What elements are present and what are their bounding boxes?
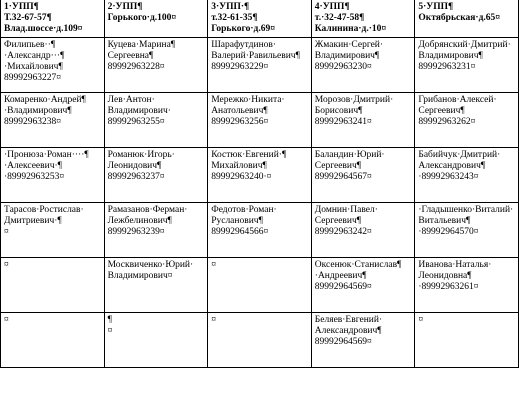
table-cell	[104, 203, 208, 258]
table-row	[1, 38, 519, 93]
table-cell	[104, 258, 208, 313]
table-cell-line: Беляев·Евгений·	[314, 315, 383, 325]
table-cell-line: ·Алексеевич·¶	[4, 161, 62, 171]
header-cell-line: Октябрьская·д.65¤	[418, 13, 501, 23]
table-cell	[104, 148, 208, 203]
table-cell-line: Валерий·Равильевич¶	[211, 51, 300, 61]
table-cell	[415, 203, 519, 258]
table-cell-line: 89992963231¤	[418, 62, 476, 72]
table-cell-line: 89992963229¤	[211, 62, 269, 72]
table-cell-line: 89992963239¤	[107, 227, 165, 237]
table-cell	[311, 148, 415, 203]
table-cell	[104, 313, 208, 368]
table-cell-line: 89992963241¤	[314, 117, 372, 127]
table-cell-line: 89992963240·¤	[211, 172, 272, 182]
table-cell-line: Лев·Антон·	[107, 95, 155, 105]
header-cell-line: Горького·д.69¤	[211, 24, 275, 34]
table-cell-line: Москвиченко·Юрий·	[107, 260, 194, 270]
table-cell	[1, 258, 105, 313]
table-cell	[415, 258, 519, 313]
table-cell	[415, 313, 519, 368]
table-cell-line: ¤	[211, 260, 216, 270]
table-cell	[208, 38, 312, 93]
table-cell-line: 89992963242¤	[314, 227, 372, 237]
table-cell	[1, 93, 105, 148]
table-cell	[208, 148, 312, 203]
table-cell-line: ·89992963253¤	[4, 172, 65, 182]
table-cell-line: ¤	[4, 227, 9, 237]
header-cell-line: Влад.шоссе·д.109¤	[4, 24, 83, 34]
table-cell-line: 89992963228¤	[107, 62, 165, 72]
table-cell	[1, 148, 105, 203]
table-cell-line: Владимирович¶	[418, 51, 483, 61]
header-cell	[1, 0, 105, 38]
table-cell-line: Витальевич¶	[418, 216, 471, 226]
table-cell-line: Александрович¶	[418, 161, 486, 171]
header-cell	[311, 0, 415, 38]
table-cell	[104, 93, 208, 148]
table-cell-line: Михайлович¶	[211, 161, 267, 171]
table-cell-line: ¤	[4, 315, 9, 325]
table-cell-line: 89992963255¤	[107, 117, 165, 127]
table-cell	[311, 203, 415, 258]
table-cell-line: Оксенюк·Станислав¶	[314, 260, 402, 270]
table-cell-line: Сергеевна¶	[107, 51, 154, 61]
table-cell-line: Александрович¶	[314, 326, 382, 336]
header-cell-line: Горького·д.100¤	[107, 13, 177, 23]
header-cell-line: 3·УПП·¶	[211, 2, 250, 12]
table-cell	[311, 93, 415, 148]
header-cell	[208, 0, 312, 38]
table-cell-line: Иванова·Наталья·	[418, 260, 492, 270]
table-cell-line: ·Александр···¶	[4, 51, 65, 61]
table-cell-line: Владимирович¶	[314, 51, 380, 61]
table-cell-line: ·Андреевич¶	[314, 271, 367, 281]
table-cell-line: Морозов·Дмитрий·	[314, 95, 394, 105]
table-cell-line: ·89992963243¤	[418, 172, 479, 182]
header-cell	[415, 0, 519, 38]
table-cell-line: ¶	[107, 315, 112, 325]
header-cell-line: Т.32-67-57¶	[4, 13, 52, 23]
table-cell-line: 89992964566¤	[211, 227, 269, 237]
table-cell-line: Лежбелинович¶	[107, 216, 172, 226]
table-cell-line: ¤	[211, 315, 216, 325]
table-cell-line: 89992963237¤	[107, 172, 165, 182]
table-cell-line: Мережко·Никита·	[211, 95, 285, 105]
table-cell-line: Русланович¶	[211, 216, 263, 226]
table-cell-line: Добрянский·Дмитрий·	[418, 40, 511, 50]
table-cell	[208, 203, 312, 258]
header-cell-line: 5·УПП¶	[418, 2, 454, 12]
table-cell-line: Жмакин·Сергей·	[314, 40, 384, 50]
table-cell-line: Шарафутдинов·	[211, 40, 277, 50]
table-cell-line: Борисович¶	[314, 106, 363, 116]
table-cell-line: 89992964567¤	[314, 172, 372, 182]
table-cell-line: ¤	[418, 315, 424, 325]
table-cell-line: ·Гладышенко·Виталий·	[418, 205, 514, 215]
table-cell-line: Леонидовна¶	[418, 271, 472, 281]
table-cell-line: 89992964569¤	[314, 337, 372, 347]
table-cell-line: 89992964569¤	[314, 282, 372, 292]
table-cell-line: 89992963256¤	[211, 117, 269, 127]
table-cell	[208, 313, 312, 368]
table-cell-line: ·Михайлович¶	[4, 62, 63, 72]
header-cell-line: 2·УПП¶	[107, 2, 143, 12]
table-cell	[311, 258, 415, 313]
table-cell	[311, 38, 415, 93]
table-cell	[1, 313, 105, 368]
table-row	[1, 148, 519, 203]
table-cell-line: 89992963230¤	[314, 62, 372, 72]
table-row	[1, 203, 519, 258]
table-cell-line: Грибанов·Алексей·	[418, 95, 497, 105]
table-cell	[415, 93, 519, 148]
table-cell-line: Сергеевич¶	[418, 106, 465, 116]
staff-table-body	[1, 0, 519, 368]
header-cell	[104, 0, 208, 38]
table-cell-line: 89992963227¤	[4, 73, 61, 83]
header-cell-line: Калинина·д.·10¤	[314, 24, 387, 34]
table-cell-line: Сергеевич¶	[314, 216, 362, 226]
table-cell-line: Филипьев··¶	[4, 40, 56, 50]
table-cell	[415, 38, 519, 93]
table-cell	[1, 38, 105, 93]
table-cell-line: Леонидович¶	[107, 161, 162, 171]
table-row	[1, 93, 519, 148]
header-cell-line: т.·32-47-58¶	[314, 13, 365, 23]
table-cell-line: Федотов·Роман·	[211, 205, 277, 215]
table-cell	[1, 203, 105, 258]
header-cell-line: т.32-61-35¶	[211, 13, 258, 23]
table-cell-line: ·89992964570¤	[418, 227, 479, 237]
table-cell-line: Сергеевич¶	[314, 161, 362, 171]
table-cell-line: ¤	[107, 326, 113, 336]
table-cell-line: ·Пронюза·Роман····¶	[4, 150, 89, 160]
table-cell-line: ·89992963261¤	[418, 282, 479, 292]
table-row	[1, 313, 519, 368]
table-cell-line: 89992963262¤	[418, 117, 476, 127]
table-cell-line: 89992963238¤	[4, 117, 61, 127]
table-cell-line: Дмитриевич·¶	[4, 216, 62, 226]
table-cell-line: Анатольевич¶	[211, 106, 268, 116]
header-cell-line: 1·УПП¶	[4, 2, 39, 12]
table-cell-line: Владимирович·	[107, 106, 171, 116]
table-cell-line: Домнин·Павел·	[314, 205, 378, 215]
table-row	[1, 258, 519, 313]
table-cell	[104, 38, 208, 93]
table-cell-line: ·Владимирович¶	[4, 106, 72, 116]
table-cell-line: Куцева·Марина¶	[107, 40, 176, 50]
header-row	[1, 0, 519, 38]
table-cell-line: Комаренко·Андрей¶	[4, 95, 86, 105]
table-cell-line: Романюк·Игорь·	[107, 150, 175, 160]
table-cell-line: Бабийчук·Дмитрий·	[418, 150, 501, 160]
table-cell	[311, 313, 415, 368]
table-cell-line: Рамазанов·Ферман·	[107, 205, 188, 215]
table-cell-line: Баландин·Юрий·	[314, 150, 385, 160]
table-cell-line: Владимирович¤	[107, 271, 173, 281]
table-cell-line: Костюк·Евгений·¶	[211, 150, 287, 160]
table-cell	[415, 148, 519, 203]
header-cell-line: 4·УПП¶	[314, 2, 350, 12]
table-cell	[208, 258, 312, 313]
table-cell-line: Тарасов·Ростислав·	[4, 205, 84, 215]
table-cell-line: ¤	[4, 260, 9, 270]
table-cell	[208, 93, 312, 148]
